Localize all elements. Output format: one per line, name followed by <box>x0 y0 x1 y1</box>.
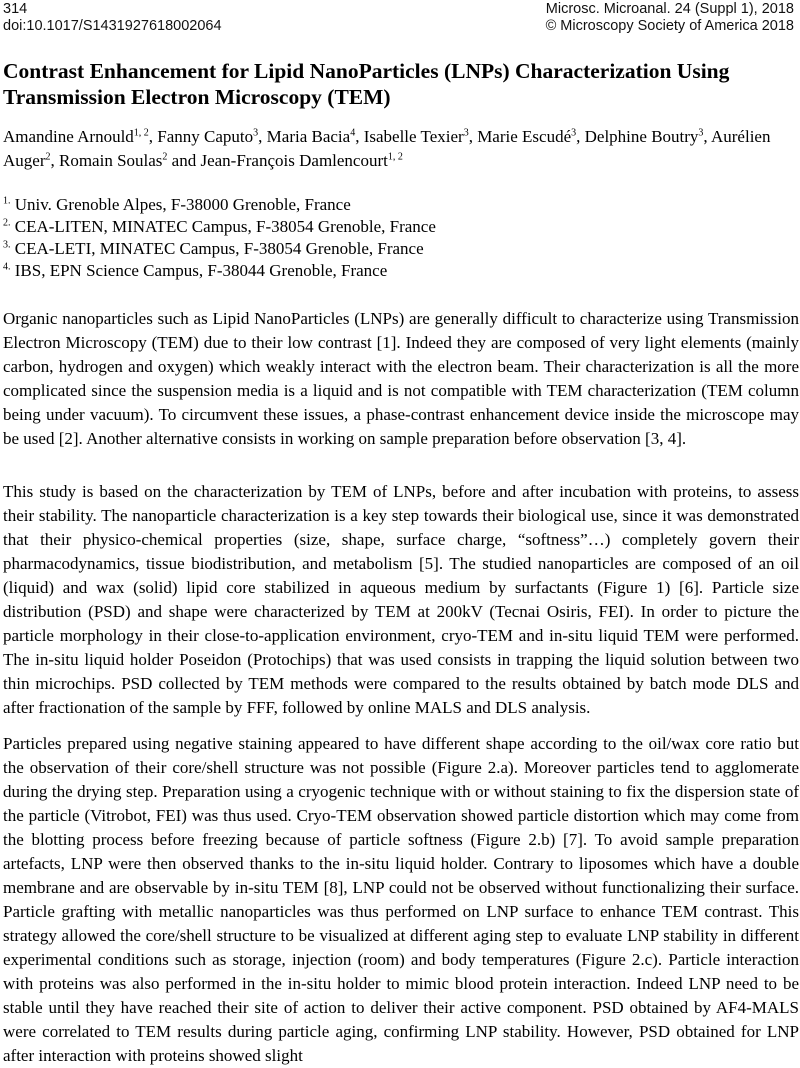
body-paragraph-1: Organic nanoparticles such as Lipid NanoParticles (LNPs) are generally difficult to characterize using Transmission Electron Microscopy (TEM) due to their low contrast [1]. Indeed they are composed of very light elements (mainly carbon, hydrogen and oxygen) which weakly interact with the electron beam. Their characterization is all the more complicated since the suspension media is a liquid and is not compatible with TEM characterization (TEM column being under vacuum). To circumvent these issues, a phase-contrast enhancement device inside the microscope may be used [2]. Another alternative consists in working on sample preparation before observation [3, 4]. <box>3 309 799 448</box>
affiliation-4 <box>3 259 793 283</box>
affiliation-text: CEA-LITEN, MINATEC Campus, F-38054 Grenoble, France <box>14 217 436 236</box>
journal-citation: Microsc. Microanal. 24 (Suppl 1), 2018 <box>545 1 794 17</box>
author: Marie Escudé <box>477 127 572 146</box>
author: Amandine Arnould <box>3 127 134 146</box>
affiliation-number: 4. <box>3 261 11 273</box>
copyright: © Microscopy Society of America 2018 <box>545 18 794 34</box>
author: Isabelle Texier <box>363 127 464 146</box>
author: Aurélien Auger <box>3 127 771 170</box>
affiliation-text: IBS, EPN Science Campus, F-38044 Grenoble, France <box>14 261 388 280</box>
author: Romain Soulas <box>58 151 163 170</box>
author-affiliation-marker: 3 <box>463 127 469 139</box>
affiliation-text: Univ. Grenoble Alpes, F-38000 Grenoble, France <box>14 195 351 214</box>
body-paragraph-2: This study is based on the characterization by TEM of LNPs, before and after incubation with proteins, to assess their stability. The nanoparticle characterization is a key step towards their biological use, since it was demonstrated that their physico-chemical properties (size, shape, surface charge, “softness”…) completely govern their pharmacodynamics, tissue biodistribution, and metabolism [5]. The studied nanoparticles are composed of an oil (liquid) and wax (solid) lipid core stabilized in aqueous medium by surfactants (Figure 1) [6]. Particle size distribution (PSD) and shape were characterized by TEM at 200kV (Tecnai Osiris, FEI). In order to picture the particle morphology in their close-to-application environment, cryo-TEM and in-situ liquid TEM were performed. The in-situ liquid holder Poseidon (Protochips) that was used consists in trapping the liquid solution between two thin microchips. PSD collected by TEM methods were compared to the results obtained by batch mode DLS and after fractionation of the sample by FFF, followed by online MALS and DLS analysis. <box>3 482 799 717</box>
affiliation-1 <box>3 193 793 217</box>
author-affiliation-marker: 1, 2 <box>387 151 403 163</box>
affiliation-2 <box>3 215 793 239</box>
author: Maria Bacia <box>266 127 351 146</box>
doi: doi:10.1017/S1431927618002064 <box>3 18 222 34</box>
author-affiliation-marker: 3 <box>253 127 259 139</box>
author-affiliation-marker: 3 <box>698 127 704 139</box>
author: Delphine Boutry <box>584 127 699 146</box>
affiliation-number: 3. <box>3 239 11 251</box>
affiliation-3 <box>3 237 793 261</box>
author-affiliation-marker: 2 <box>45 151 51 163</box>
author: Fanny Caputo <box>157 127 254 146</box>
author-affiliation-marker: 1, 2 <box>133 127 149 139</box>
affiliation-number: 2. <box>3 217 11 229</box>
author-affiliation-marker: 3 <box>571 127 577 139</box>
authors-conjunction: and <box>171 151 197 170</box>
author-list: Amandine Arnould$^{1, 2}$, Fanny Caputo$^3$, Maria Bacia$^4$, Isabelle Texier$^3$, Marie Escudé$^3$, Delphine Boutry$^3$, Aurélien Auger$^2$, Romain Soulas$^2$ and Jean-François Damlencourt$^{1, 2}$ <box>3 127 771 170</box>
body-paragraph-3: Particles prepared using negative staining appeared to have different shape according to the oil/wax core ratio but the observation of their core/shell structure was not possible (Figure 2.a). Moreover particles tend to agglomerate during the drying step. Preparation using a cryogenic technique with or without staining to fix the dispersion state of the particle (Vitrobot, FEI) was thus used. Cryo-TEM observation showed particle distortion which may come from the blotting process before freezing because of particle softness (Figure 2.b) [7]. To avoid sample preparation artefacts, LNP were then observed thanks to the in-situ liquid holder. Contrary to liposomes which have a double membrane and are observable by in-situ TEM [8], LNP could not be observed without functionalizing their surface. Particle grafting with metallic nanoparticles was thus performed on LNP surface to enhance TEM contrast. This strategy allowed the core/shell structure to be visualized at different aging step to evaluate LNP stability in different experimental conditions such as storage, injection (room) and body temperatures (Figure 2.c). Particle interaction with proteins was also performed in the in-situ holder to mimic blood protein interaction. Indeed LNP need to be stable until they have reached their site of action to deliver their active component. PSD obtained by AF4-MALS were correlated to TEM results during particle aging, confirming LNP stability. However, PSD obtained for LNP after interaction with proteins showed slight <box>3 734 799 1065</box>
page-number: 314 <box>3 1 28 17</box>
author-affiliation-marker: 4 <box>350 127 356 139</box>
author-affiliation-marker: 2 <box>162 151 168 163</box>
author: Jean-François Damlencourt <box>200 151 388 170</box>
paper-title: Contrast Enhancement for Lipid NanoParticles (LNPs) Characterization Using Transmission Electron Microscopy (TEM) <box>3 59 730 109</box>
affiliation-number: 1. <box>3 195 11 207</box>
affiliation-text: CEA-LETI, MINATEC Campus, F-38054 Grenoble, France <box>14 239 424 258</box>
